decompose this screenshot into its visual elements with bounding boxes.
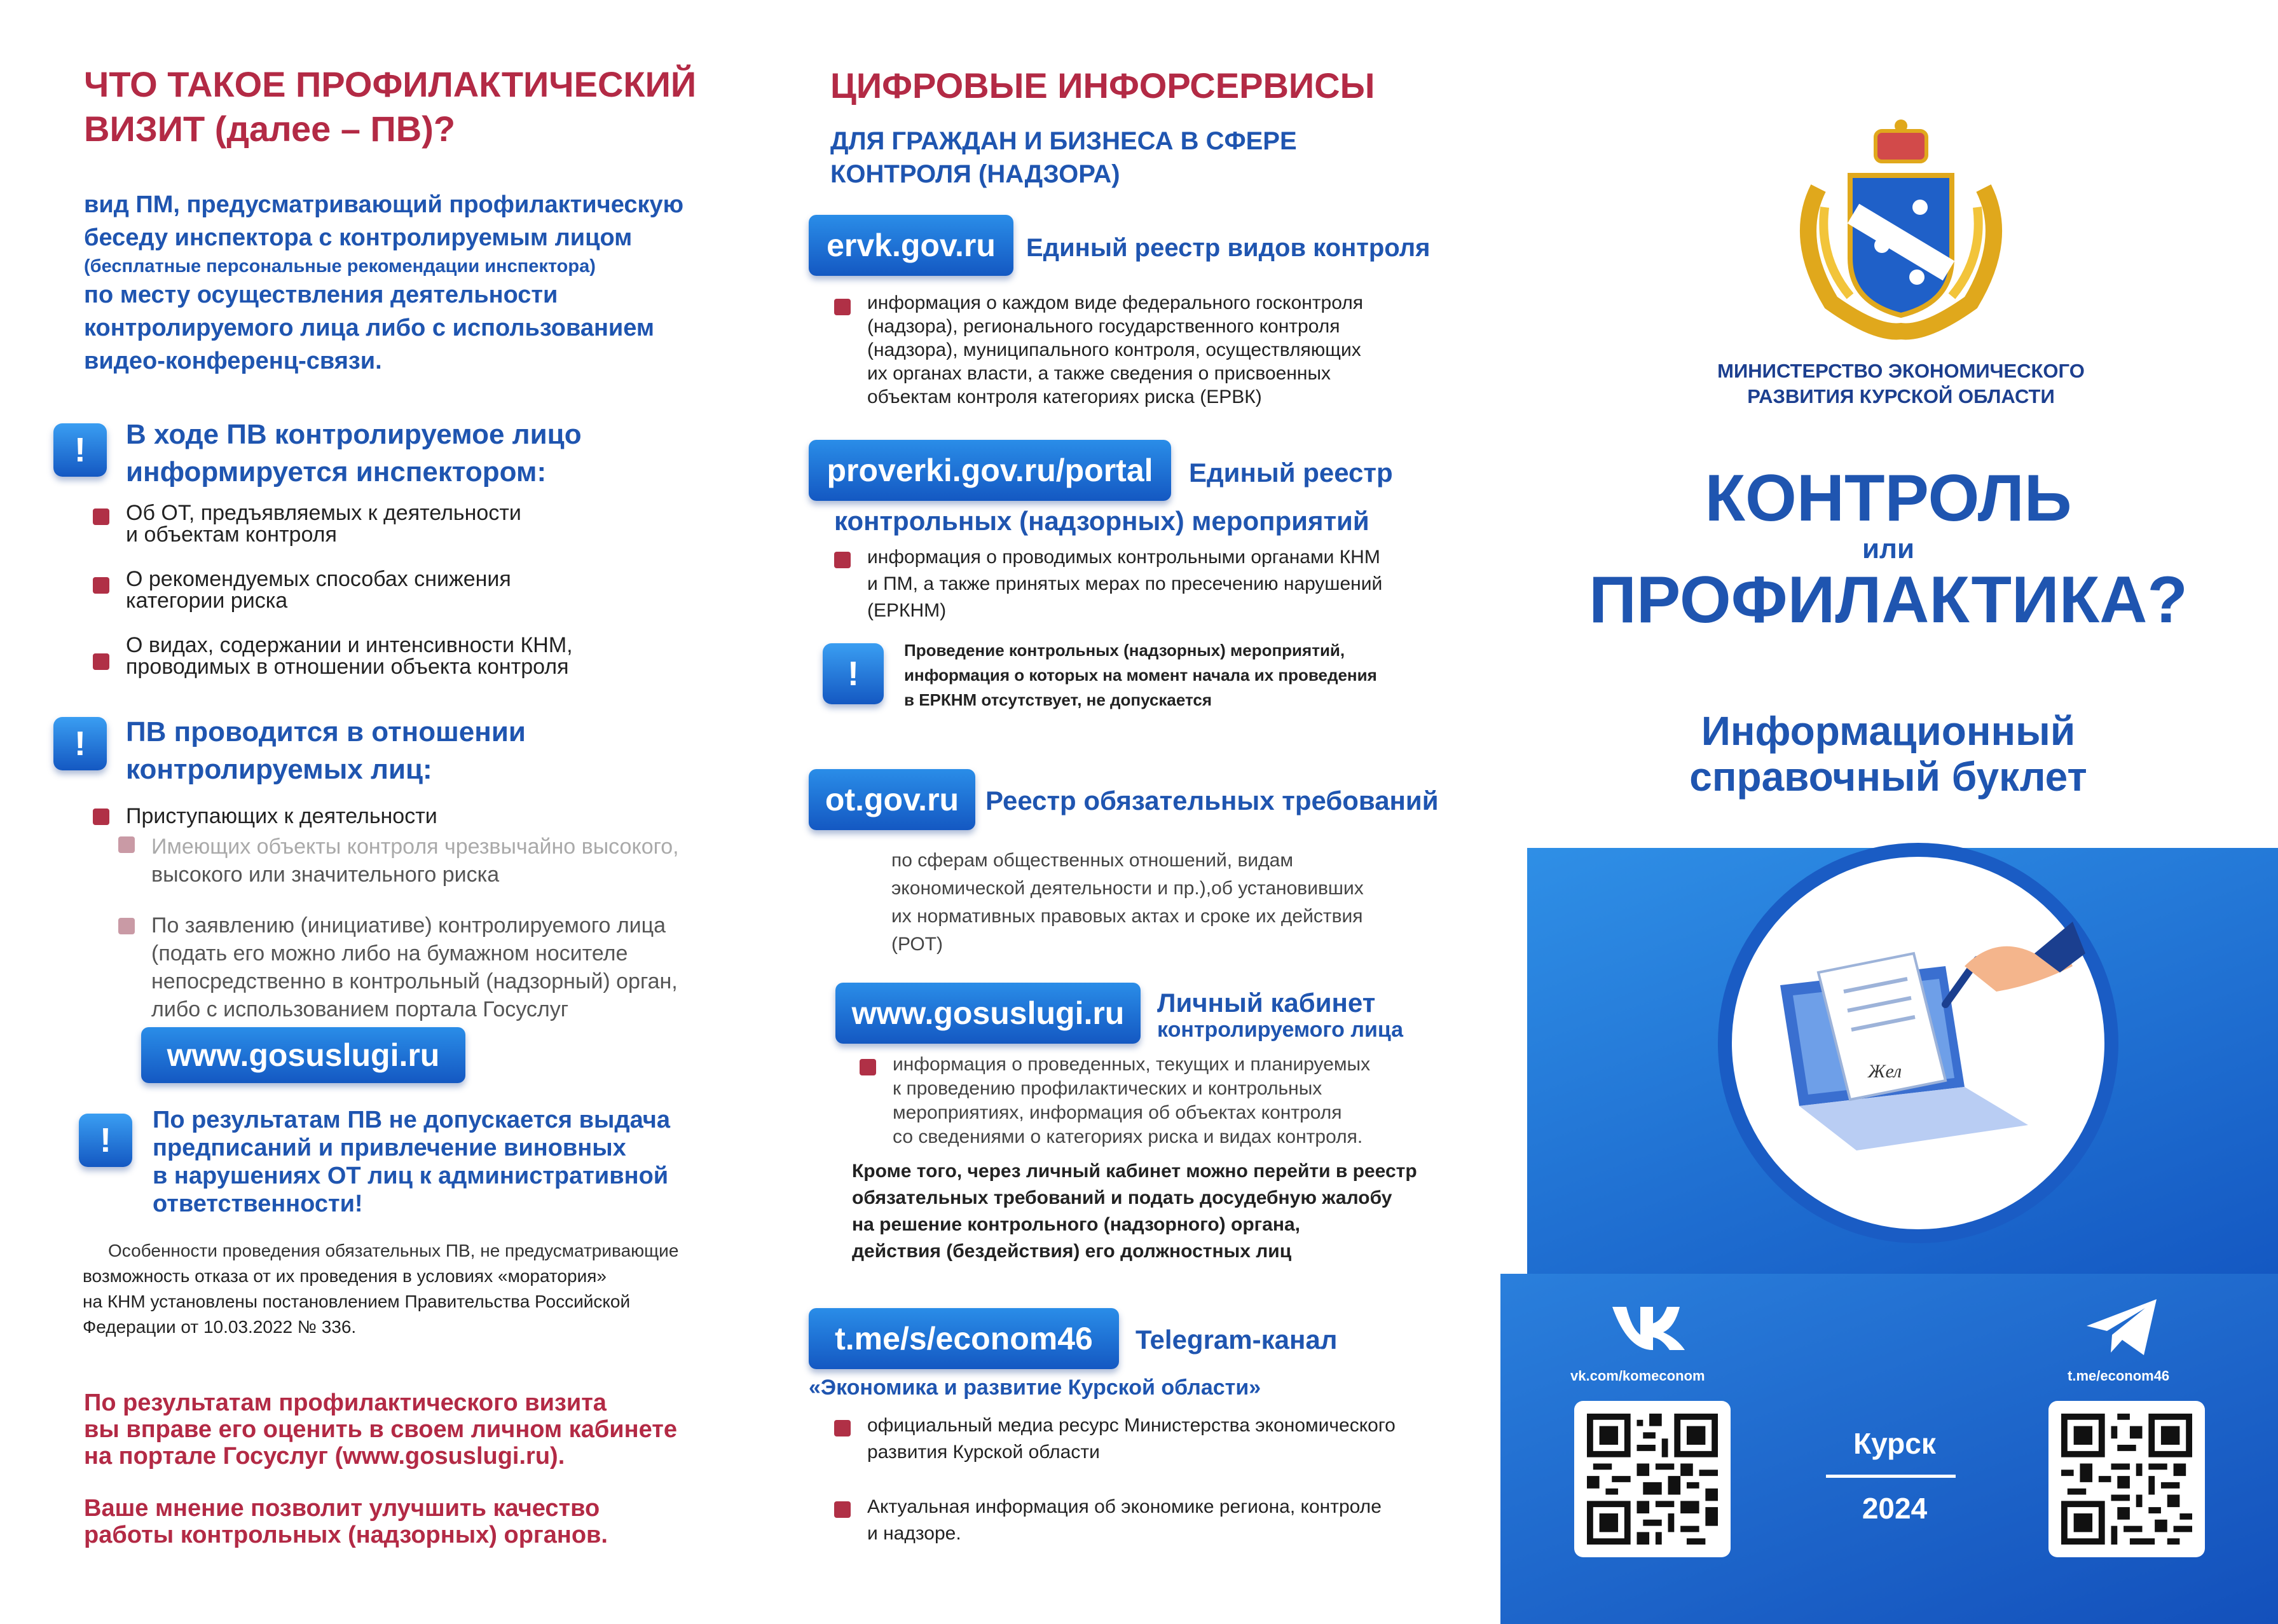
bullet-icon xyxy=(93,508,109,525)
telegram-qr-code[interactable] xyxy=(2048,1401,2205,1557)
bullet-icon xyxy=(118,836,135,853)
bullet-icon xyxy=(93,809,109,825)
bullet-icon xyxy=(834,1501,851,1518)
ot-description: по сферам общественных отношений, видам экономической деятельности и пр.),об установивших их нормативных правовых актах и сроке их действия (РОТ) xyxy=(891,850,1364,955)
block1-title: В ходе ПВ контролируемое лицо информируется инспектором: xyxy=(126,419,582,488)
ot-title: Реестр обязательных требований xyxy=(985,786,1439,815)
evaluation-note: По результатам профилактического визита вы вправе его оценить в своем личном кабинете на портале Госуслуг (www.gosuslugi.ru). xyxy=(84,1389,677,1470)
block3-warning: По результатам ПВ не допускается выдача предписаний и привлечение виновных в нарушениях ОТ лиц к административной ответственности! xyxy=(153,1107,670,1217)
exclamation-icon: ! xyxy=(823,643,884,704)
coat-of-arms-icon xyxy=(1780,112,2022,341)
bullet-icon xyxy=(834,1420,851,1436)
pv-definition: вид ПМ, предусматривающий профилактическую беседу инспектора с контролируемым лицом (бесплатные персональные рекомендации инспектора) по месту осуществления деятельности контролируемого лица либо с использованием видео-конференц-связи. xyxy=(84,191,684,374)
vk-url[interactable]: vk.com/komeconom xyxy=(1570,1368,1705,1384)
svg-text:Жел: Жел xyxy=(1868,1061,1902,1082)
moratorium-note: Особенности проведения обязательных ПВ, не предусматривающие возможность отказа от их проведения в условиях «моратория» на КНМ установлены постановлением Правительства Российской Федерации от 10.03.2022 № 336. xyxy=(83,1241,679,1337)
vk-qr-code[interactable] xyxy=(1574,1401,1731,1557)
proverki-link[interactable]: proverki.gov.ru/portal xyxy=(809,440,1171,501)
booklet-subtitle: Информационный справочный буклет xyxy=(1689,708,2087,800)
qr-code-icon xyxy=(1587,1414,1718,1545)
exclamation-icon: ! xyxy=(53,423,107,477)
bullet-icon xyxy=(93,577,109,594)
proverki-title-2: контрольных (надзорных) мероприятий xyxy=(834,506,1369,536)
cabinet-extra: Кроме того, через личный кабинет можно перейти в реестр обязательных требований и подать досудебную жалобу на решение контрольного (надзорного) органа, действия (бездействия) его должностных лиц xyxy=(852,1161,1417,1262)
cover-title: КОНТРОЛЬ или ПРОФИЛАКТИКА? xyxy=(1589,461,2188,637)
bullet-icon xyxy=(860,1059,876,1075)
ot-link[interactable]: ot.gov.ru xyxy=(809,769,975,830)
gosuslugi-cabinet-link[interactable]: www.gosuslugi.ru xyxy=(835,983,1141,1044)
city: Курск xyxy=(1853,1427,1936,1460)
bullet-icon xyxy=(118,918,135,934)
block2-title: ПВ проводится в отношении контролируемых лиц: xyxy=(126,716,526,786)
telegram-icon[interactable] xyxy=(2082,1297,2164,1360)
bullet-icon xyxy=(834,299,851,315)
divider xyxy=(1826,1475,1956,1478)
bullet-icon xyxy=(834,552,851,568)
ministry-name: МИНИСТЕРСТВО ЭКОНОМИЧЕСКОГО РАЗВИТИЯ КУРСКОЙ ОБЛАСТИ xyxy=(1717,360,2085,407)
exclamation-icon: ! xyxy=(79,1114,132,1167)
services-title: ЦИФРОВЫЕ ИНФОРСЕРВИСЫ xyxy=(830,65,1375,106)
telegram-link[interactable]: t.me/s/econom46 xyxy=(809,1308,1119,1369)
gosuslugi-link[interactable]: www.gosuslugi.ru xyxy=(141,1027,465,1083)
bullet-icon xyxy=(93,653,109,670)
proverki-title: Единый реестр xyxy=(1189,458,1393,488)
ervk-title: Единый реестр видов контроля xyxy=(1026,234,1431,262)
qr-code-icon xyxy=(2061,1414,2192,1545)
gos-title: Личный кабинет контролируемого лица xyxy=(1157,988,1404,1042)
opinion-note: Ваше мнение позволит улучшить качество работы контрольных (надзорных) органов. xyxy=(84,1495,608,1548)
exclamation-icon: ! xyxy=(53,717,107,770)
telegram-url[interactable]: t.me/econom46 xyxy=(2068,1368,2170,1384)
laptop-signing-icon xyxy=(1755,915,2085,1170)
services-subtitle: ДЛЯ ГРАЖДАН И БИЗНЕСА В СФЕРЕ КОНТРОЛЯ (НАДЗОРА) xyxy=(830,127,1297,188)
tg-title: Telegram-канал xyxy=(1136,1325,1338,1354)
tg-channel-name: «Экономика и развитие Курской области» xyxy=(809,1375,1261,1400)
vk-icon[interactable] xyxy=(1609,1302,1691,1353)
ervk-link[interactable]: ervk.gov.ru xyxy=(809,215,1013,276)
pv-title: ЧТО ТАКОЕ ПРОФИЛАКТИЧЕСКИЙ ВИЗИТ (далее – ПВ)? xyxy=(84,64,697,149)
year: 2024 xyxy=(1862,1492,1928,1525)
erknm-warning: Проведение контрольных (надзорных) мероприятий, информация о которых на момент начала их проведения в ЕРКНМ отсутствует, не допускается xyxy=(904,641,1377,709)
